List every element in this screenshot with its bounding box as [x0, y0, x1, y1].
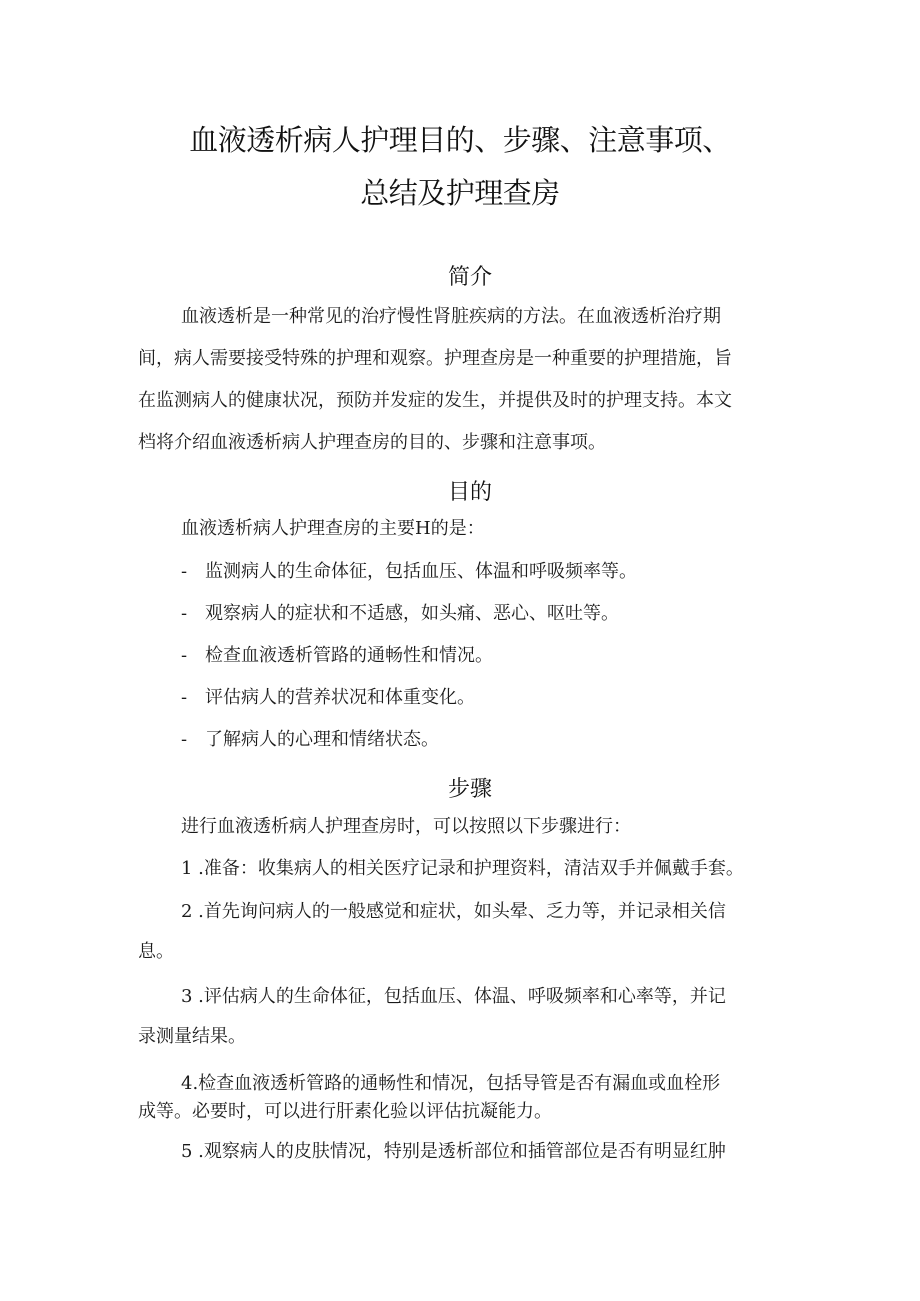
- step-item-2-line-1: 2 .首先询问病人的一般感觉和症状，如头晕、乏力等，并记录相关信: [181, 901, 726, 922]
- list-dash: -: [181, 603, 188, 624]
- step-item-3-line-2: 录测量结果。: [138, 1026, 246, 1047]
- list-dash: -: [181, 561, 188, 582]
- intro-line-3: 在监测病人的健康状况，预防并发症的发生，并提供及时的护理支持。本文: [138, 390, 732, 411]
- purpose-list-item: [181, 560, 798, 584]
- list-item-text: 评估病人的营养状况和体重变化。: [205, 687, 475, 708]
- purpose-list-item: [181, 644, 798, 668]
- document-title-line-2: 总结及护理查房: [360, 176, 560, 210]
- intro-line-2: 间，病人需要接受特殊的护理和观察。护理查房是一种重要的护理措施，旨: [138, 348, 732, 369]
- step-item-4-line-1: 4.检查血液透析管路的通畅性和情况，包括导管是否有漏血或血栓形: [181, 1073, 721, 1094]
- list-dash: -: [181, 687, 188, 708]
- step-item-4-line-2: 成等。必要时，可以进行肝素化验以评估抗凝能力。: [138, 1101, 552, 1122]
- steps-lead: 进行血液透析病人护理查房时，可以按照以下步骤进行：: [181, 816, 631, 837]
- list-dash: -: [181, 645, 188, 666]
- step-item-5-line-1: 5 .观察病人的皮肤情况，特别是透析部位和插管部位是否有明显红肿: [181, 1141, 726, 1162]
- list-item-text: 了解病人的心理和情绪状态。: [205, 729, 439, 750]
- purpose-list-item: [181, 686, 798, 710]
- section-heading-intro: 简介: [447, 265, 492, 290]
- step-item-2-line-2: 息。: [138, 941, 174, 962]
- list-item-text: 监测病人的生命体征，包括血压、体温和呼吸频率等。: [205, 561, 637, 582]
- list-item-text: 检查血液透析管路的通畅性和情况。: [205, 645, 493, 666]
- intro-line-1: 血液透析是一种常见的治疗慢性肾脏疾病的方法。在血液透析治疗期: [181, 306, 721, 327]
- purpose-lead: 血液透析病人护理查房的主要H的是：: [181, 518, 485, 539]
- list-item-text: 观察病人的症状和不适感，如头痛、恶心、呕吐等。: [205, 603, 619, 624]
- step-item-3-line-1: 3 .评估病人的生命体征，包括血压、体温、呼吸频率和心率等，并记: [181, 986, 726, 1007]
- section-heading-steps: 步骤: [447, 777, 492, 802]
- list-dash: -: [181, 729, 188, 750]
- document-title-line-1: 血液透析病人护理目的、步骤、注意事项、: [189, 123, 731, 157]
- section-heading-purpose: 目的: [447, 480, 492, 505]
- intro-line-4: 档将介绍血液透析病人护理查房的目的、步骤和注意事项。: [138, 432, 606, 453]
- purpose-list-item: [181, 728, 798, 752]
- purpose-list-item: [181, 602, 798, 626]
- step-item-1: 1 .准备：收集病人的相关医疗记录和护理资料，清洁双手并佩戴手套。: [181, 858, 744, 879]
